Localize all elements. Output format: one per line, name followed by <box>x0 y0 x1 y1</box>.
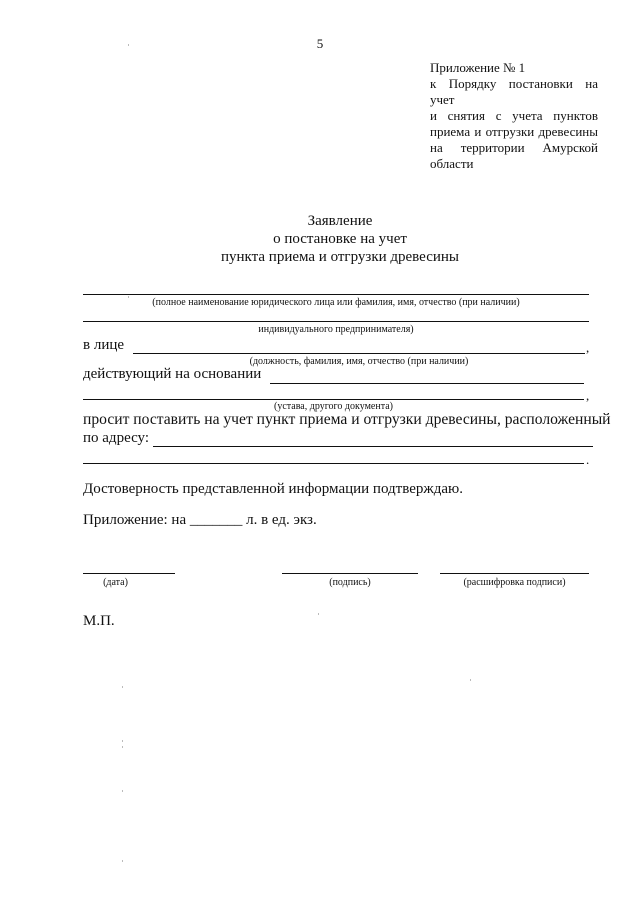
address-field-line-2[interactable] <box>83 463 584 464</box>
period: . <box>586 452 590 467</box>
appendix-block <box>430 60 598 172</box>
scan-speck <box>122 790 123 792</box>
basis-label: действующий на основании <box>83 366 262 382</box>
document-caption: (устава, другого документа) <box>274 401 393 412</box>
position-caption: (должность, фамилия, имя, отчество (при наличии) <box>249 356 469 367</box>
appendix-line: и снятия с учета пунктов <box>430 108 598 123</box>
basis-field-line[interactable] <box>270 383 584 384</box>
scan-speck <box>122 686 123 688</box>
document-title <box>0 212 640 266</box>
date-caption: (дата) <box>103 577 128 588</box>
appendix-line: приема и отгрузки древесины <box>430 124 598 139</box>
scan-speck <box>128 296 129 298</box>
decode-field-line[interactable] <box>440 573 589 574</box>
appendix-line: на территории Амурской <box>430 140 598 155</box>
scan-speck <box>470 679 471 681</box>
scan-speck <box>318 613 319 615</box>
appendix-line: области <box>430 156 474 171</box>
person-label: в лице <box>83 337 125 353</box>
person-field-line[interactable] <box>133 353 585 354</box>
name-caption: (полное наименование юридического лица или фамилия, имя, отчество (при наличии) <box>152 297 520 308</box>
ip-caption: индивидуального предпринимателя) <box>258 324 414 335</box>
address-field-line[interactable] <box>153 446 593 447</box>
attachment-text: Приложение: на _______ л. в ед. экз. <box>83 512 317 528</box>
appendix-line: Приложение № 1 <box>430 60 526 75</box>
comma: , <box>586 388 590 403</box>
signature-caption: (подпись) <box>329 577 371 588</box>
scan-speck <box>122 746 123 748</box>
decode-caption: (расшифровка подписи) <box>463 577 566 588</box>
confirm-text: Достоверность представленной информации подтверждаю. <box>83 481 463 497</box>
title-line: пункта приема и отгрузки древесины <box>221 249 459 265</box>
stamp-placeholder: М.П. <box>83 613 115 629</box>
signature-field-line[interactable] <box>282 573 418 574</box>
scan-speck <box>128 44 129 46</box>
comma: , <box>586 340 590 355</box>
appendix-line: к Порядку постановки на учет <box>430 76 598 107</box>
scan-speck <box>122 740 123 742</box>
name-field-line[interactable] <box>83 294 589 295</box>
basis-field-line-2[interactable] <box>83 399 584 400</box>
title-line: Заявление <box>307 213 373 229</box>
scan-speck <box>122 860 123 862</box>
page-number: 5 <box>316 36 324 51</box>
name-field-line-2[interactable] <box>83 321 589 322</box>
address-label: по адресу: <box>83 430 150 446</box>
title-line: о постановке на учет <box>273 231 407 247</box>
request-text: просит поставить на учет пункт приема и отгрузки древесины, расположенный <box>83 411 611 428</box>
date-field-line[interactable] <box>83 573 175 574</box>
